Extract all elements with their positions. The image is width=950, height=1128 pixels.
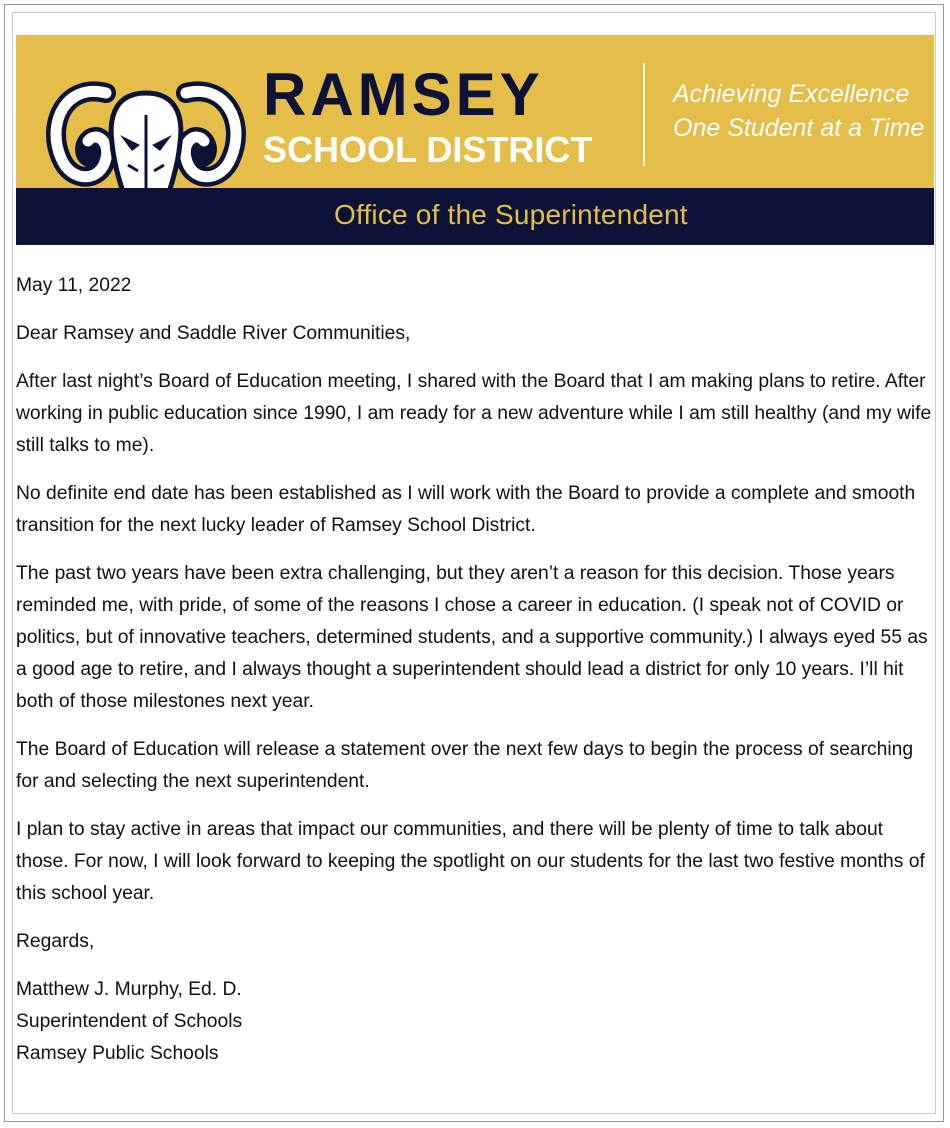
signature-title: Superintendent of Schools	[16, 1011, 243, 1032]
signature-organization: Ramsey Public Schools	[16, 1043, 219, 1064]
tagline-line-1: Achieving Excellence	[673, 80, 910, 108]
letter-body	[16, 270, 936, 1070]
office-title: Office of the Superintendent	[334, 199, 688, 230]
tagline	[673, 77, 924, 145]
banner-divider	[643, 63, 645, 166]
signature-block	[16, 974, 936, 1070]
letter-closing: Regards,	[16, 931, 95, 952]
letter-salutation: Dear Ramsey and Saddle River Communities,	[16, 323, 411, 344]
signature-name: Matthew J. Murphy, Ed. D.	[16, 979, 242, 1000]
letter-paragraph: The Board of Education will release a statement over the next few days to begin the process of searching for and selecting the next superintendent.	[16, 739, 914, 792]
letter-paragraph: After last night’s Board of Education meeting, I shared with the Board that I am making plans to retire. After working in public education since 1990, I am ready for a new adventure while I am still healthy (and my wife still talks to me).	[16, 371, 932, 456]
letter-paragraph: The past two years have been extra challenging, but they aren’t a reason for this decision. Those years reminded me, with pride, of some of the reasons I chose a career in education. (I speak not of COVID or politics, but of innovative teachers, determined students, and a supportive community.) I always eyed 55 as a good age to retire, and I always thought a superintendent should lead a district for only 10 years. I’ll hit both of those milestones next year.	[16, 563, 928, 712]
brand-title: RAMSEY	[263, 61, 544, 128]
letter-paragraph: I plan to stay active in areas that impact our communities, and there will be plenty of time to talk about those. For now, I will look forward to keeping the spotlight on our students for the last two festive months of this school year.	[16, 819, 925, 904]
tagline-line-2: One Student at a Time	[673, 114, 925, 142]
brand-subtitle: SCHOOL DISTRICT	[263, 129, 593, 170]
letter-paragraph: No definite end date has been established as I will work with the Board to provide a complete and smooth transition for the next lucky leader of Ramsey School District.	[16, 483, 916, 536]
letter-date: May 11, 2022	[16, 275, 132, 296]
letterhead-banner	[16, 35, 934, 245]
